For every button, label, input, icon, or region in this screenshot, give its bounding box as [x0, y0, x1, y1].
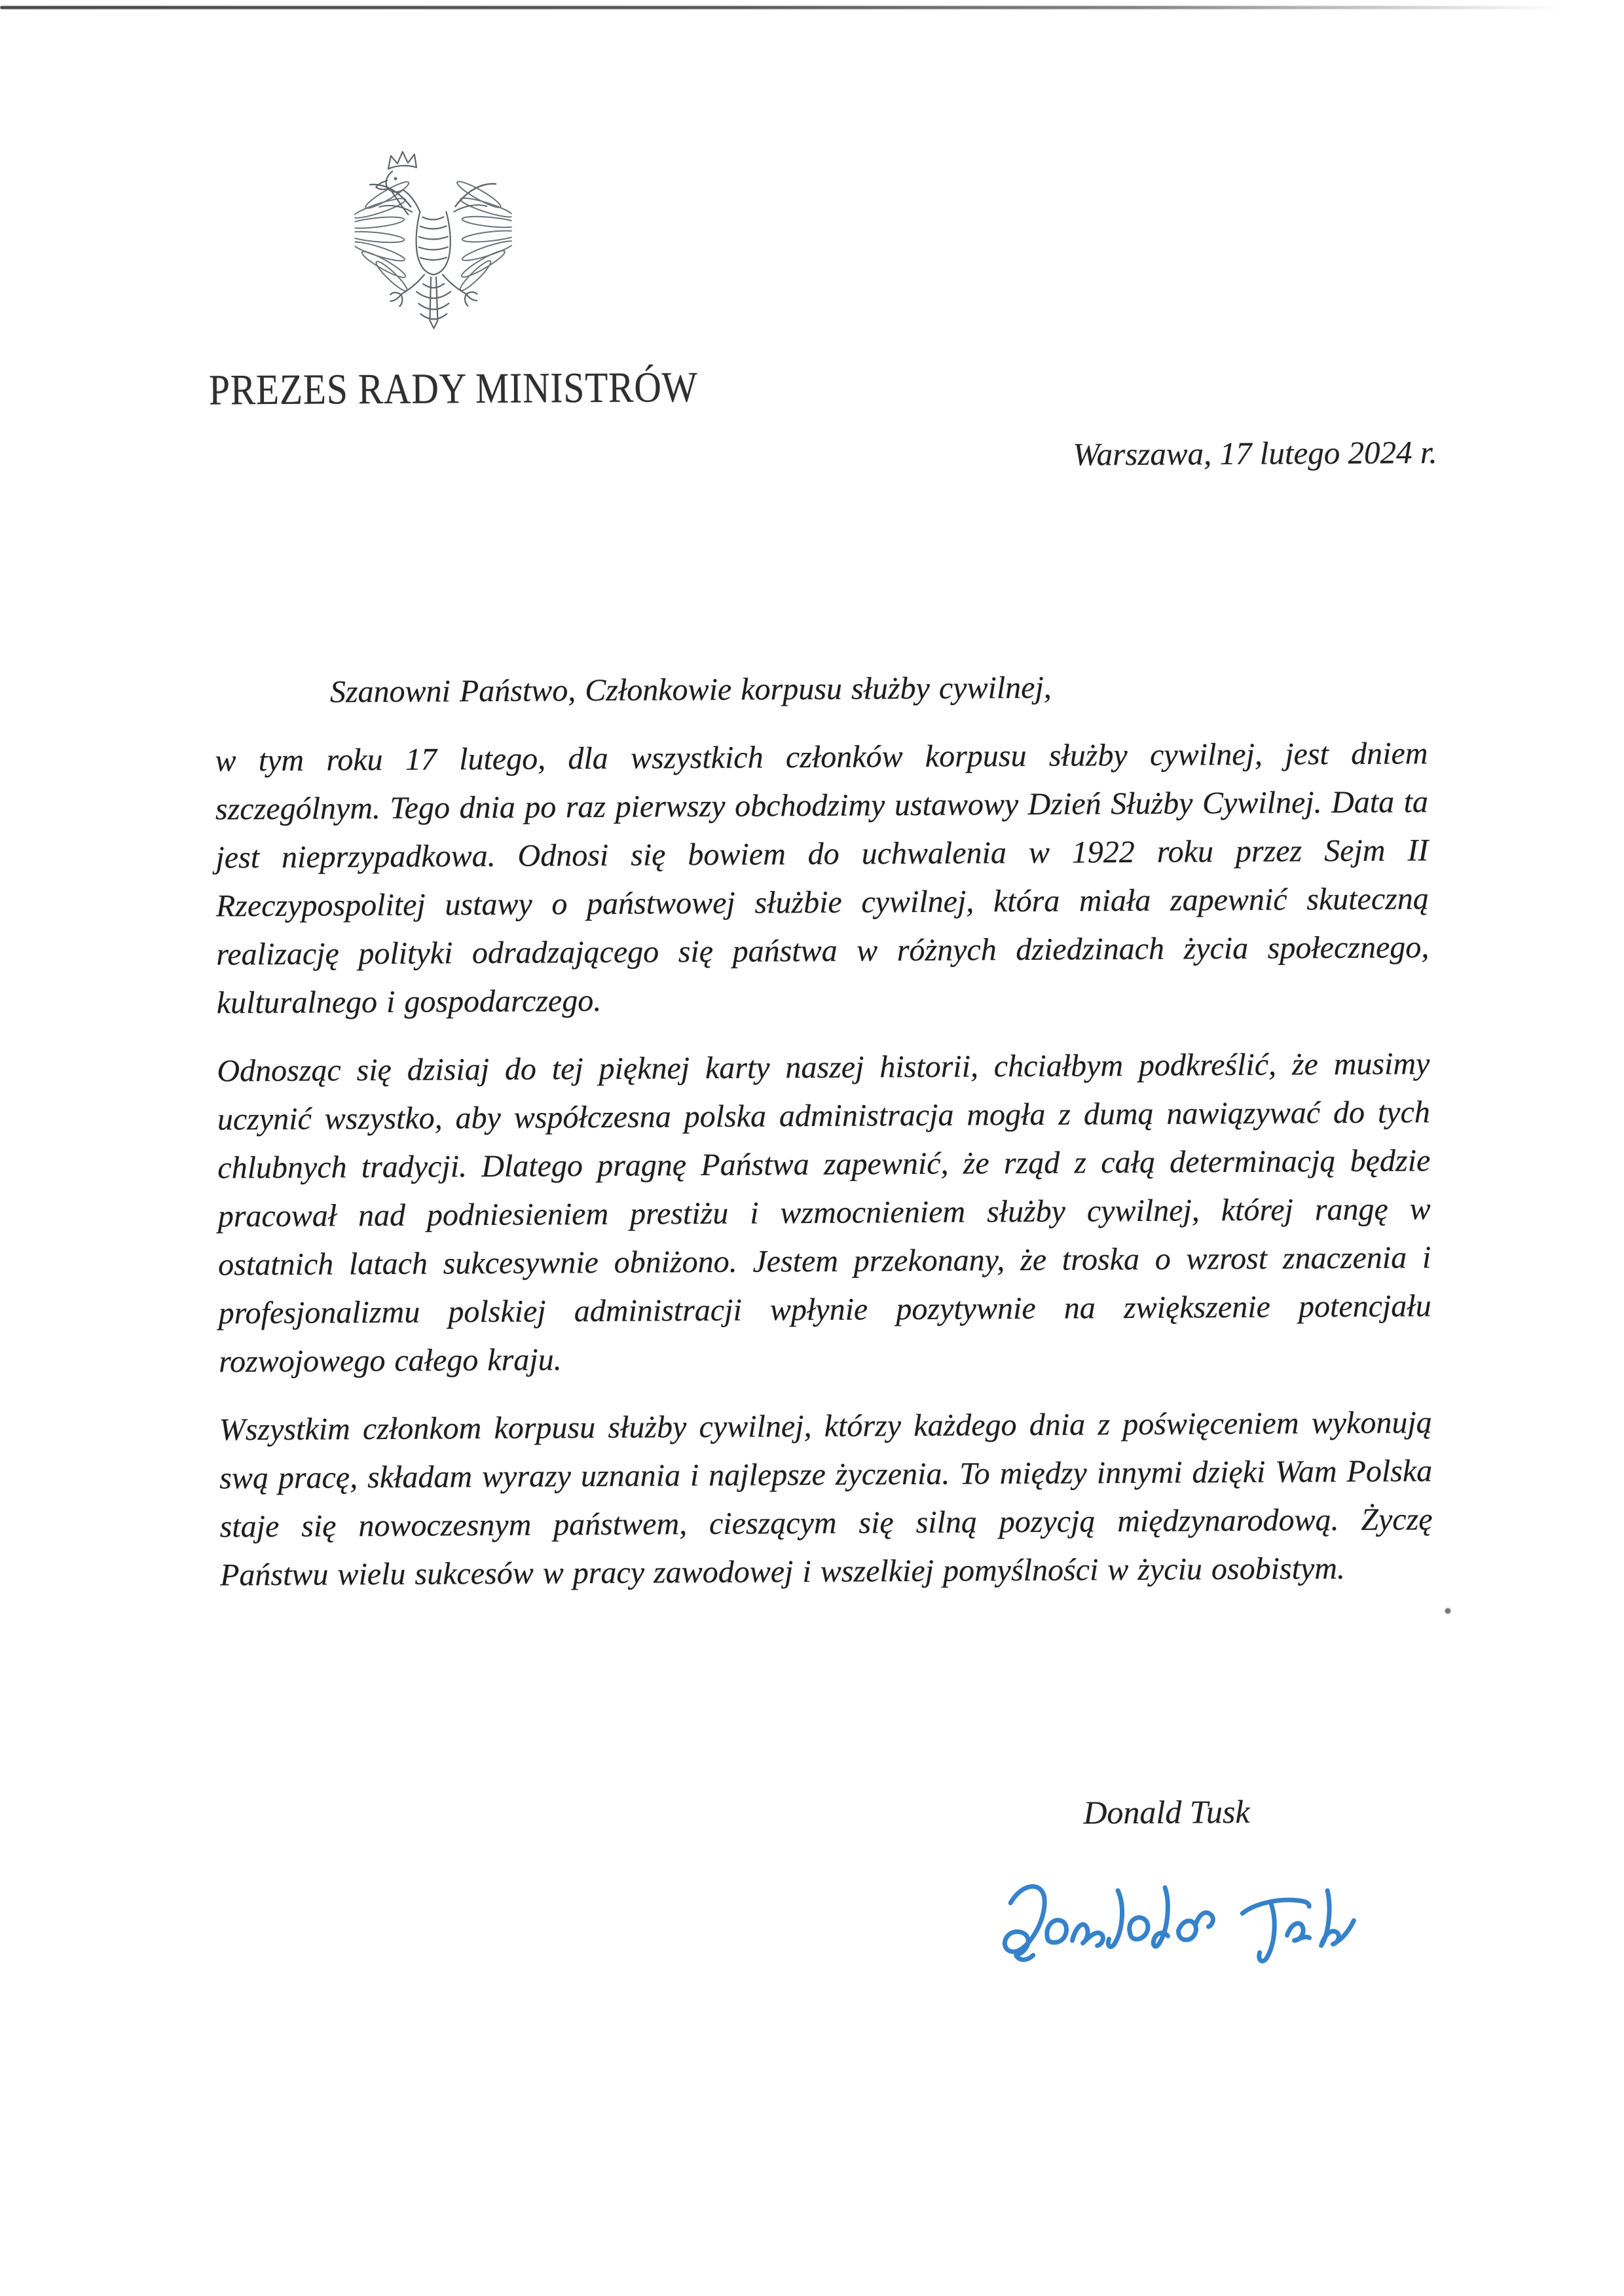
- letter-body: [215, 661, 1433, 1599]
- polish-eagle-emblem: [354, 149, 513, 333]
- letter-paragraph: w tym roku 17 lutego, dla wszystkich członków korpusu służby cywilnej, jest dniem szczególnym. Tego dnia po raz pierwszy obchodzimy ustawowy Dzień Służby Cywilnej. Data ta jest nieprzypadkowa. Odnosi się bowiem do uchwalenia w 1922 roku przez Sejm II Rzeczypospolitej ustawy o państwowej służbie cywilnej, która miała zapewnić skuteczną realizację polityki odradzającego się państwa w różnych dziedzinach życia społecznego, kulturalnego i gospodarczego.: [215, 736, 1430, 1021]
- handwritten-signature-donald-tusk: [996, 1870, 1363, 1987]
- scan-artifact-dot: [1445, 1608, 1450, 1614]
- salutation: Szanowni Państwo, Członkowie korpusu służby cywilnej,: [329, 670, 1052, 710]
- letterhead-title: PREZES RADY MINISTRÓW: [208, 363, 698, 414]
- letter-paragraph: Odnosząc się dzisiaj do tej pięknej karty naszej historii, chciałbym podkreślić, że musimy uczynić wszystko, aby współczesna polska administracja mogła z dumą nawiązywać do tych chlubnych tradycji. Dlatego pragnę Państwa zapewnić, że rząd z całą determinacją będzie pracował nad podniesieniem prestiżu i wzmocnieniem służby cywilnej, której rangę w ostatnich latach sukcesywnie obniżono. Jestem przekonany, że troska o wzrost znaczenia i profesjonalizmu polskiej administracji wpłynie pozytywnie na zwiększenie potencjału rozwojowego całego kraju.: [217, 1046, 1431, 1379]
- letter-paragraph: Wszystkim członkom korpusu służby cywilnej, którzy każdego dnia z poświęceniem wykonują swą pracę, składam wyrazy uznania i najlepsze życzenia. To między innymi dzięki Wam Polska staje się nowoczesnym państwem, cieszącym się silną pozycją międzynarodową. Życzę Państwu wielu sukcesów w pracy zawodowej i wszelkiej pomyślności w życiu osobistym.: [219, 1405, 1433, 1593]
- dateline: Warszawa, 17 lutego 2024 r.: [1073, 434, 1437, 473]
- signer-printed-name: Donald Tusk: [1083, 1793, 1250, 1831]
